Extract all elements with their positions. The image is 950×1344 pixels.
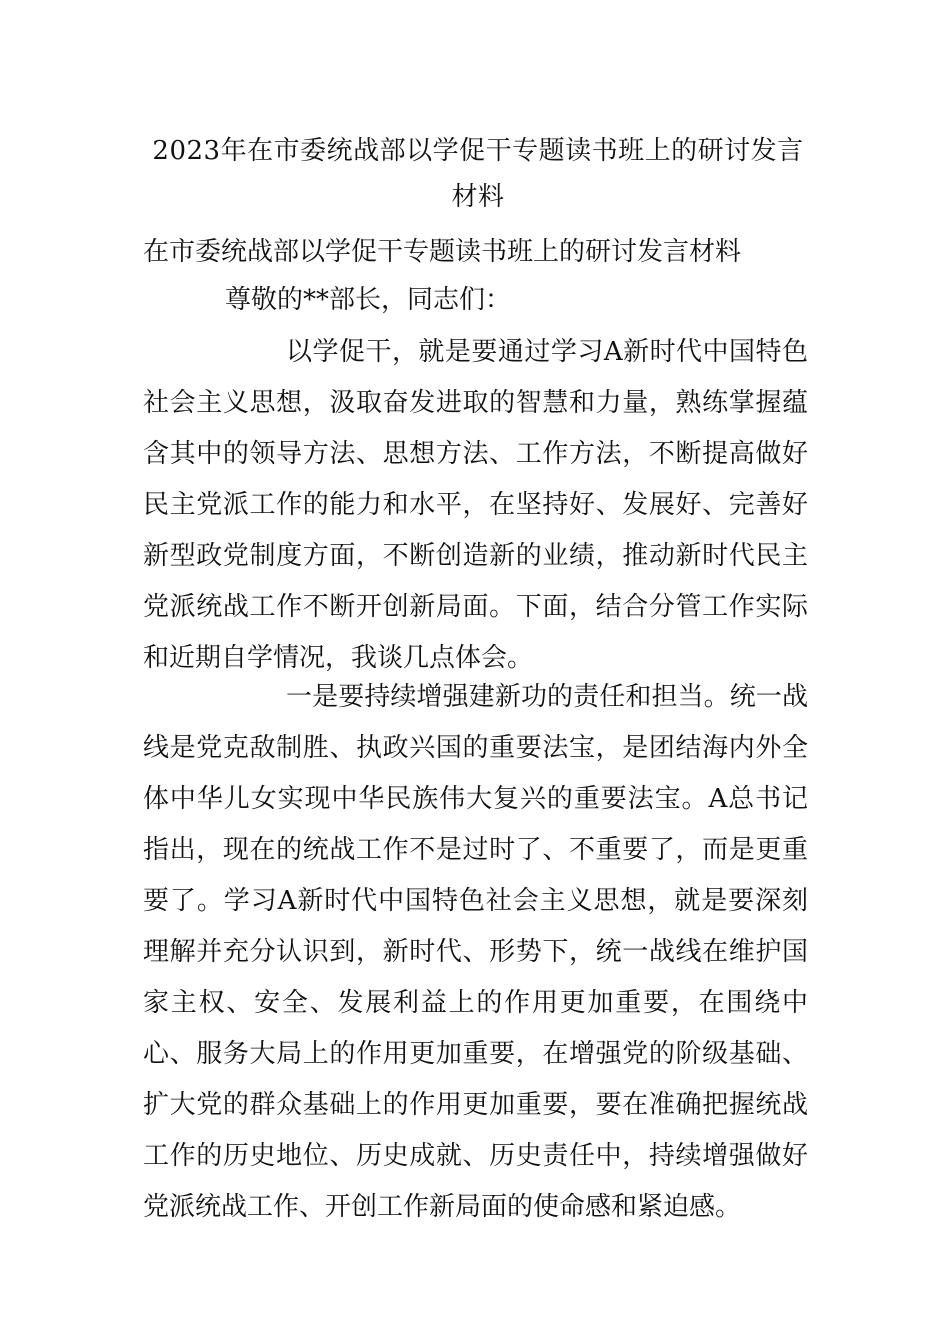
salutation: 尊敬的**部长，同志们： (225, 285, 512, 315)
paragraph-intro: 以学促干，就是要通过学习A新时代中国特色社会主义思想，汲取奋发进取的智慧和力量，熟练掌握蕴含其中的领导方法、思想方法、工作方法，不断提高做好民主党派工作的能力和水平，在坚持好、发展好、完善好新型政党制度方面，不断创造新的业绩，推动新时代民主党派统战工作不断开创新局面。下面，结合分管工作实际和近期自学情况，我谈几点体会。 (143, 337, 808, 673)
document-subtitle: 在市委统战部以学促干专题读书班上的研讨发言材料 (143, 237, 742, 267)
paragraph-point-one: 一是要持续增强建新功的责任和担当。统一战线是党克敌制胜、执政兴国的重要法宝，是团结海内外全体中华儿女实现中华民族伟大复兴的重要法宝。A总书记指出，现在的统战工作不是过时了、不重要了，而是更重要了。学习A新时代中国特色社会主义思想，就是要深刻理解并充分认识到，新时代、形势下，统一战线在维护国家主权、安全、发展利益上的作用更加重要，在围绕中心、服务大局上的作用更加重要，在增强党的阶级基础、扩大党的群众基础上的作用更加重要，要在准确把握统战工作的历史地位、历史成就、历史责任中，持续增强做好党派统战工作、开创工作新局面的使命感和紧迫感。 (143, 682, 808, 1222)
document-title: 2023年在市委统战部以学促干专题读书班上的研讨发言材料 (152, 136, 804, 212)
